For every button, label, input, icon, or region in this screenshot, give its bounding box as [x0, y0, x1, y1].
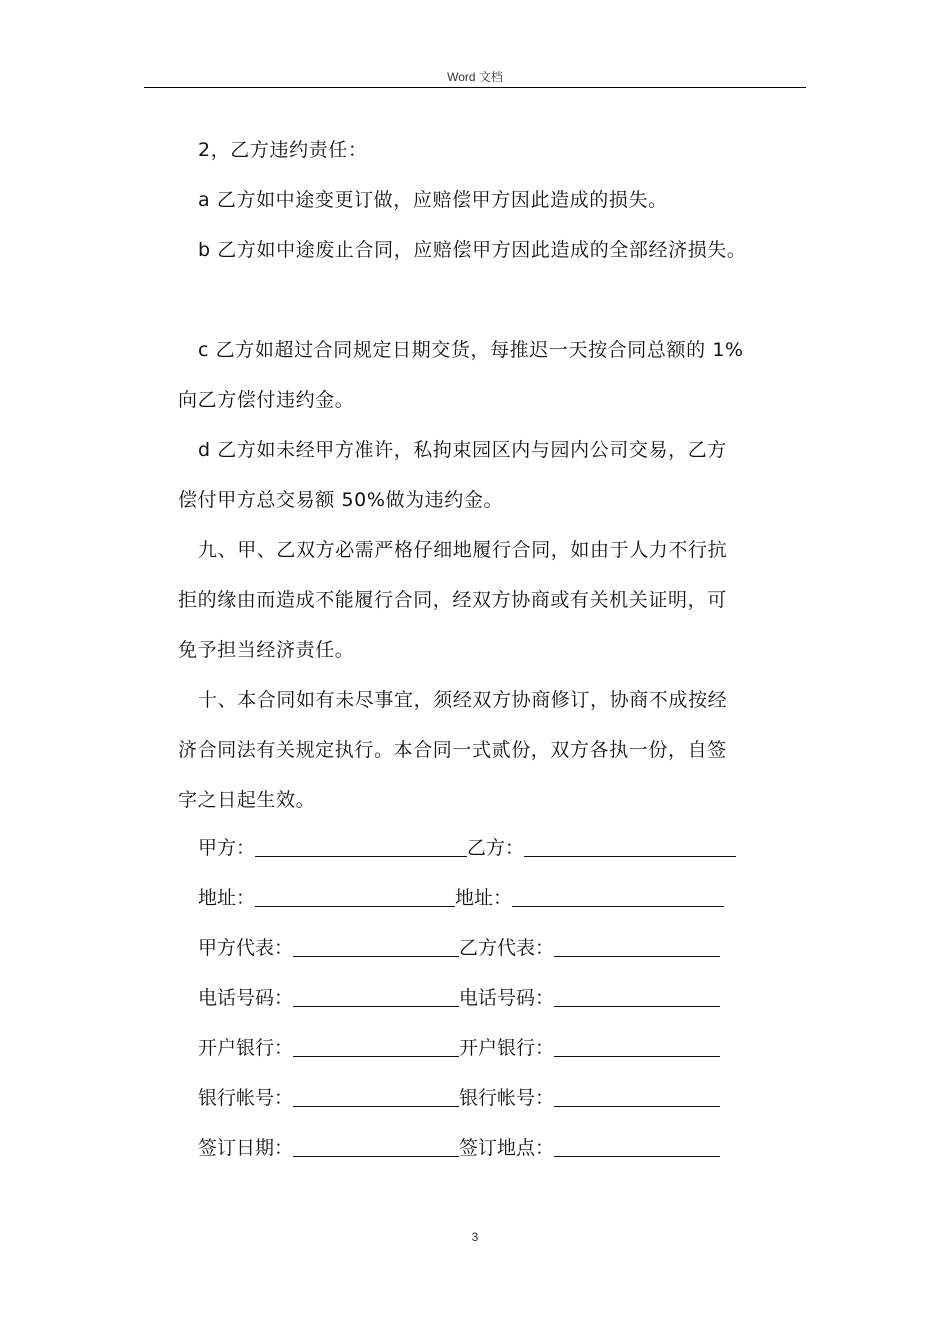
party-a-phone-blank[interactable]	[293, 988, 459, 1007]
party-b-blank[interactable]	[524, 838, 736, 857]
signing-place-blank[interactable]	[554, 1138, 720, 1157]
party-b-label: 乙方：	[467, 837, 525, 859]
party-b-phone-label: 电话号码：	[459, 987, 555, 1009]
signature-row-address	[198, 886, 724, 910]
paragraph-line: d 乙方如未经甲方准许，私拘束园区内与园内公司交易，乙方	[198, 439, 727, 461]
party-a-account-blank[interactable]	[293, 1088, 459, 1107]
paragraph-line: 偿付甲方总交易额 50%做为违约金。	[178, 489, 504, 511]
party-b-bank-label: 开户银行：	[459, 1037, 555, 1059]
signature-row-account	[198, 1086, 720, 1110]
party-a-bank-blank[interactable]	[293, 1038, 459, 1057]
signature-row-party	[198, 836, 736, 860]
paragraph-line: 字之日起生效。	[178, 789, 316, 811]
party-b-representative-blank[interactable]	[554, 938, 720, 957]
party-a-address-blank[interactable]	[255, 888, 455, 907]
party-b-bank-blank[interactable]	[554, 1038, 720, 1057]
party-a-label: 甲方：	[198, 837, 256, 859]
paragraph-line: 免予担当经济责任。	[178, 639, 355, 661]
paragraph-line: c 乙方如超过合同规定日期交货，每推迟一天按合同总额的 1%	[198, 339, 744, 361]
paragraph-line: b 乙方如中途废止合同，应赔偿甲方因此造成的全部经济损失。	[198, 239, 747, 261]
paragraph-line: 拒的缘由而造成不能履行合同，经双方协商或有关机关证明，可	[178, 589, 727, 611]
party-b-address-blank[interactable]	[512, 888, 724, 907]
party-a-representative-blank[interactable]	[293, 938, 459, 957]
paragraph-line: 十、本合同如有未尽事宜，须经双方协商修订，协商不成按经	[198, 689, 728, 711]
signing-place-label: 签订地点：	[459, 1137, 555, 1159]
paragraph-line: 九、甲、乙双方必需严格仔细地履行合同，如由于人力不行抗	[198, 539, 728, 561]
party-a-address-label: 地址：	[198, 887, 256, 909]
signature-row-date-place	[198, 1136, 720, 1160]
party-a-bank-label: 开户银行：	[198, 1037, 294, 1059]
party-b-account-label: 银行帐号：	[459, 1087, 555, 1109]
party-a-account-label: 银行帐号：	[198, 1087, 294, 1109]
party-a-representative-label: 甲方代表：	[198, 937, 294, 959]
party-a-blank[interactable]	[255, 838, 467, 857]
paragraph-line: 向乙方偿付违约金。	[178, 389, 355, 411]
paragraph-line: 2，乙方违约责任：	[198, 139, 368, 161]
party-b-account-blank[interactable]	[554, 1088, 720, 1107]
party-a-phone-label: 电话号码：	[198, 987, 294, 1009]
page-number: 3	[471, 1230, 479, 1244]
header-divider	[144, 87, 806, 88]
signature-row-bank	[198, 1036, 720, 1060]
signing-date-blank[interactable]	[293, 1138, 459, 1157]
paragraph-line: 济合同法有关规定执行。本合同一式贰份，双方各执一份，自签	[178, 739, 727, 761]
party-b-phone-blank[interactable]	[554, 988, 720, 1007]
paragraph-line: a 乙方如中途变更订做，应赔偿甲方因此造成的损失。	[198, 189, 668, 211]
signing-date-label: 签订日期：	[198, 1137, 294, 1159]
page-header-title: Word 文档	[447, 70, 503, 84]
party-b-address-label: 地址：	[455, 887, 513, 909]
party-b-representative-label: 乙方代表：	[459, 937, 555, 959]
signature-row-phone	[198, 986, 720, 1010]
signature-row-representative	[198, 936, 720, 960]
